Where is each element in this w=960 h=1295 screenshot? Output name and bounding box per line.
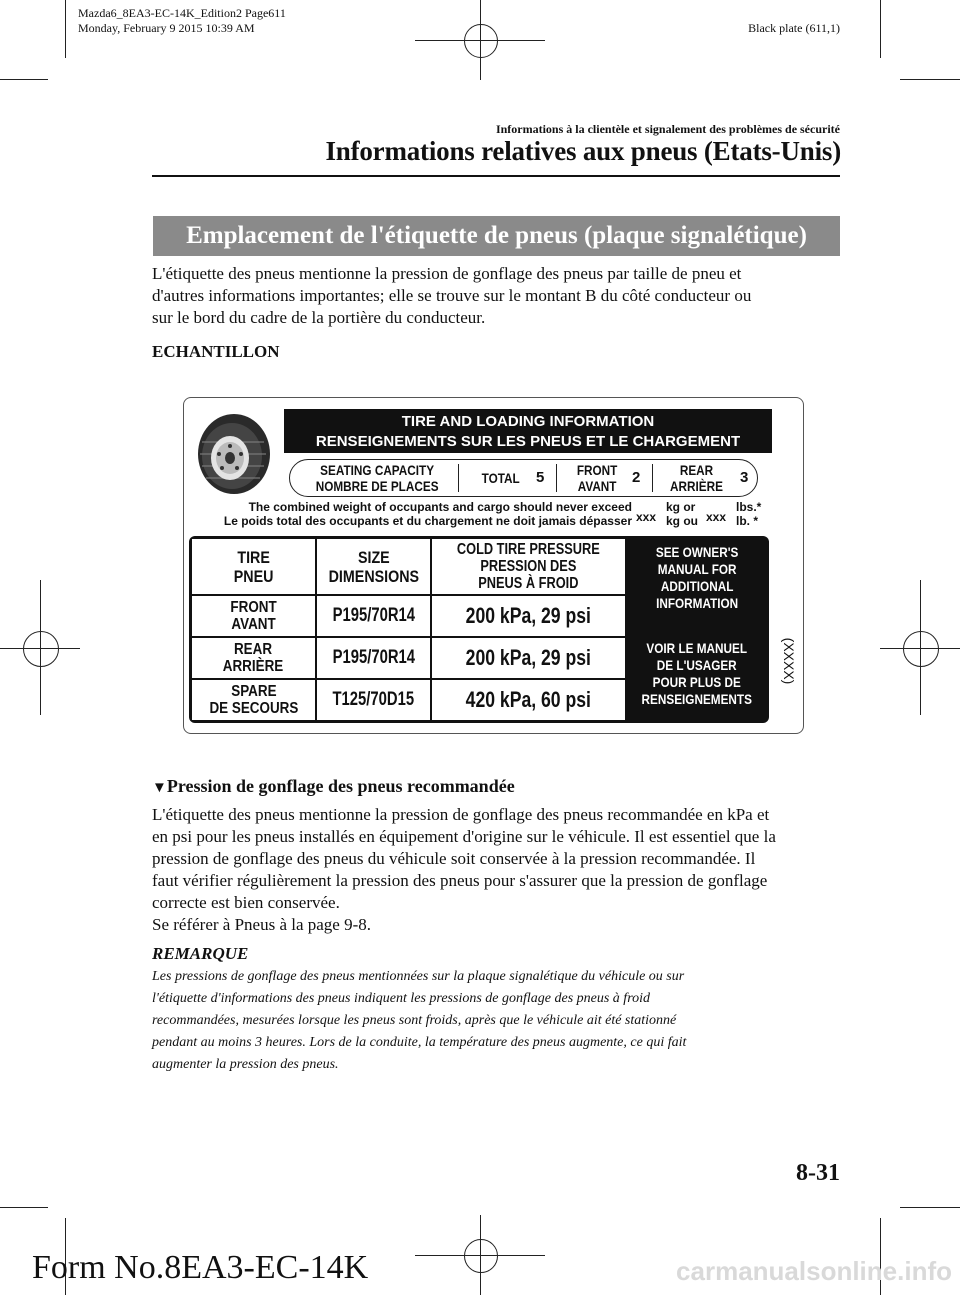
plate-info: Black plate (611,1) — [748, 21, 840, 35]
intro-paragraph — [152, 263, 852, 329]
intro-line: d'autres informations importantes; elle se trouve sur le montant B du côté conducteur ou — [152, 286, 752, 305]
watermark: carmanualsonline.info — [676, 1256, 952, 1286]
placard-title-fr: RENSEIGNEMENTS SUR LES PNEUS ET LE CHARGEMENT — [315, 433, 741, 450]
row-rear-pressure: 200 kPa, 29 psi — [432, 638, 625, 678]
weight-line-en: The combined weight of occupants and cargo should never exceed — [248, 500, 632, 514]
subsection-heading — [152, 776, 515, 797]
header-tire: TIRE PNEU — [192, 539, 315, 594]
weight-xxx-2: xxx — [706, 510, 727, 524]
placard-title-en: TIRE AND LOADING INFORMATION — [401, 413, 655, 430]
side-info-fr: VOIR LE MANUEL DE L'USAGER POUR PLUS DE RENSEIGNEMENTS — [641, 640, 753, 707]
note-line: recommandées, mesurées lorsque les pneus sont froids, après que le véhicule ait été stationné — [152, 1013, 677, 1028]
header-size: SIZE DIMENSIONS — [317, 539, 430, 594]
page-title: Informations relatives aux pneus (Etats-Unis) — [325, 136, 841, 166]
triangle-down-icon: ▼ — [152, 780, 167, 796]
file-info — [78, 6, 286, 36]
row-spare-position: SPARE DE SECOURS — [192, 680, 315, 720]
body-line: correcte est bien conservée. — [152, 893, 340, 912]
body-line: pression de gonflage des pneus du véhicule soit conservée à la pression recommandée. Il — [152, 849, 756, 868]
weight-xxx-1: xxx — [636, 510, 657, 524]
chapter-title: Informations à la clientèle et signalement des problèmes de sécurité — [495, 122, 840, 136]
note-line: Les pressions de gonflage des pneus mentionnées sur la plaque signalétique du véhicule ou sur — [152, 969, 685, 984]
weight-lb: lbs.* lb. * — [736, 500, 762, 528]
rear-seats-value: 3 — [740, 469, 749, 486]
file-date: Monday, February 9 2015 10:39 AM — [78, 21, 255, 35]
row-front-size: P195/70R14 — [317, 596, 430, 636]
weight-statement — [192, 500, 632, 528]
total-value: 5 — [536, 469, 545, 486]
section-banner — [153, 216, 840, 256]
row-rear-position: REAR ARRIÈRE — [192, 638, 315, 678]
row-rear-size: P195/70R14 — [317, 638, 430, 678]
tire-placard — [183, 397, 804, 734]
front-seats-value: 2 — [632, 469, 641, 486]
row-spare-size: T125/70D15 — [317, 680, 430, 720]
weight-kg: kg or kg ou — [666, 500, 698, 528]
body-line: faut vérifier régulièrement la pression des pneus pour s'assurer que la pression de gonflage — [152, 871, 768, 890]
weight-line-fr: Le poids total des occupants et du chargement ne doit jamais dépasser — [223, 514, 632, 528]
page-number: 8-31 — [796, 1160, 840, 1186]
form-number: Form No.8EA3-EC-14K — [32, 1249, 369, 1286]
placard-title — [284, 409, 772, 453]
note-line: pendant au moins 3 heures. Lors de la conduite, la température des pneus augmente, ce qui fait — [152, 1035, 687, 1050]
seating-capacity-box — [289, 459, 758, 497]
body-line: en psi pour les pneus installés en équipement d'origine sur le véhicule. Il est essentiel que la — [152, 827, 776, 846]
total-label: TOTAL — [481, 470, 520, 486]
sample-label: ECHANTILLON — [152, 342, 280, 361]
row-front-pressure: 200 kPa, 29 psi — [432, 596, 625, 636]
note-body — [152, 966, 852, 1076]
note-title: REMARQUE — [152, 944, 249, 963]
row-front-position: FRONT AVANT — [192, 596, 315, 636]
note-line: augmenter la pression des pneus. — [152, 1057, 339, 1072]
intro-line: L'étiquette des pneus mentionne la pression de gonflage des pneus par taille de pneu et — [152, 264, 742, 283]
placard-code: (XXXX) — [781, 637, 797, 685]
rear-seats-label: REAR ARRIÈRE — [670, 462, 724, 494]
intro-line: sur le bord du cadre de la portière du conducteur. — [152, 308, 486, 327]
note-line: l'étiquette d'informations des pneus indiquent les pressions de gonflage des pneus à froid — [152, 991, 651, 1006]
row-spare-pressure: 420 kPa, 60 psi — [432, 680, 625, 720]
side-info-en: SEE OWNER'S MANUAL FOR ADDITIONAL INFORMATION — [655, 544, 739, 611]
tire-icon — [194, 412, 274, 496]
body-line: L'étiquette des pneus mentionne la pression de gonflage des pneus recommandée en kPa et — [152, 805, 770, 824]
seating-label: SEATING CAPACITY NOMBRE DE PLACES — [315, 462, 439, 494]
header-pressure: COLD TIRE PRESSURE PRESSION DES PNEUS À FROID — [432, 539, 625, 594]
subsection-title: Pression de gonflage des pneus recommandée — [166, 776, 515, 796]
front-seats-label: FRONT AVANT — [576, 462, 618, 494]
section-banner-text: Emplacement de l'étiquette de pneus (plaque signalétique) — [186, 222, 807, 249]
subsection-body — [152, 804, 852, 936]
body-line: Se référer à Pneus à la page 9-8. — [152, 915, 372, 934]
file-name: Mazda6_8EA3-EC-14K_Edition2 Page611 — [78, 6, 286, 20]
header-rule — [152, 175, 840, 177]
tire-pressure-table — [189, 536, 769, 723]
